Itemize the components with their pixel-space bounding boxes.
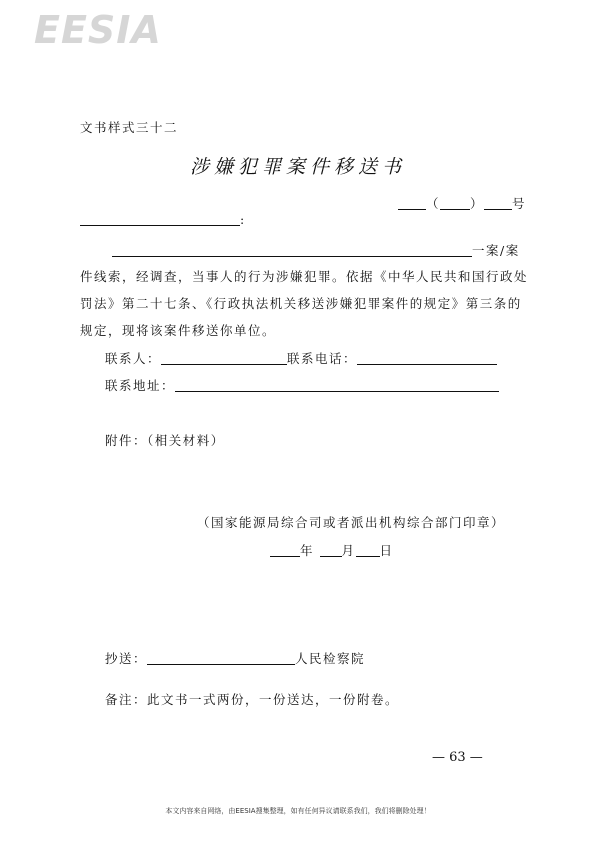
cc-suffix: 人民检察院 bbox=[295, 651, 366, 666]
contact-line bbox=[105, 349, 497, 367]
contact-address-line bbox=[105, 376, 499, 394]
eesia-watermark-logo: EESIA bbox=[34, 8, 162, 52]
contact-address-label: 联系地址： bbox=[105, 378, 176, 393]
date-day-blank[interactable] bbox=[356, 544, 380, 557]
addressee-blank[interactable] bbox=[80, 213, 240, 226]
case-suffix: 一案/案 bbox=[472, 243, 520, 258]
number-suffix: 号 bbox=[512, 196, 527, 211]
case-subject-line bbox=[112, 241, 520, 259]
footer-notice: 本文内容来自网络，由EESIA搜集整理，如有任何异议请联系我们，我们将删除处理！ bbox=[165, 807, 431, 815]
date-year-label: 年 bbox=[300, 543, 315, 558]
number-prefix-blank[interactable] bbox=[398, 197, 426, 210]
cc-line bbox=[105, 649, 365, 667]
body-line-3: 规定，现将该案件移送你单位。 bbox=[80, 323, 277, 338]
page-number: — 63 — bbox=[432, 750, 483, 765]
cc-label: 抄送： bbox=[105, 651, 148, 666]
addressee-colon: : bbox=[240, 212, 246, 227]
addressee-line bbox=[80, 212, 246, 227]
contact-person-label: 联系人： bbox=[105, 351, 162, 366]
date-month-blank[interactable] bbox=[320, 544, 342, 557]
contact-phone-blank[interactable] bbox=[357, 352, 497, 365]
paren-open: （ bbox=[426, 196, 441, 211]
attachment-text: 附件：（相关材料） bbox=[105, 433, 225, 448]
date-year-blank[interactable] bbox=[270, 544, 300, 557]
form-label: 文书样式三十二 bbox=[80, 120, 179, 135]
date-line bbox=[270, 541, 394, 559]
document-title: 涉嫌犯罪案件移送书 bbox=[189, 156, 406, 178]
remark-text: 备注：此文书一式两份，一份送达，一份附卷。 bbox=[105, 692, 400, 707]
date-day-label: 日 bbox=[379, 543, 394, 558]
date-month-label: 月 bbox=[341, 543, 356, 558]
document-number-line bbox=[398, 194, 526, 212]
cc-blank[interactable] bbox=[147, 652, 295, 665]
contact-person-blank[interactable] bbox=[161, 352, 287, 365]
body-line-2: 罚法》第二十七条、《行政执法机关移送涉嫌犯罪案件的规定》第三条的 bbox=[80, 296, 522, 311]
contact-phone-label: 联系电话： bbox=[287, 351, 358, 366]
contact-address-blank[interactable] bbox=[175, 379, 499, 392]
body-line-1: 件线索，经调查，当事人的行为涉嫌犯罪。依据《中华人民共和国行政处 bbox=[80, 269, 529, 284]
seal-text: （国家能源局综合司或者派出机构综合部门印章） bbox=[197, 515, 506, 530]
case-subject-blank[interactable] bbox=[112, 244, 472, 257]
number-year-blank[interactable] bbox=[440, 197, 470, 210]
paren-close: ） bbox=[470, 196, 485, 211]
number-serial-blank[interactable] bbox=[484, 197, 512, 210]
